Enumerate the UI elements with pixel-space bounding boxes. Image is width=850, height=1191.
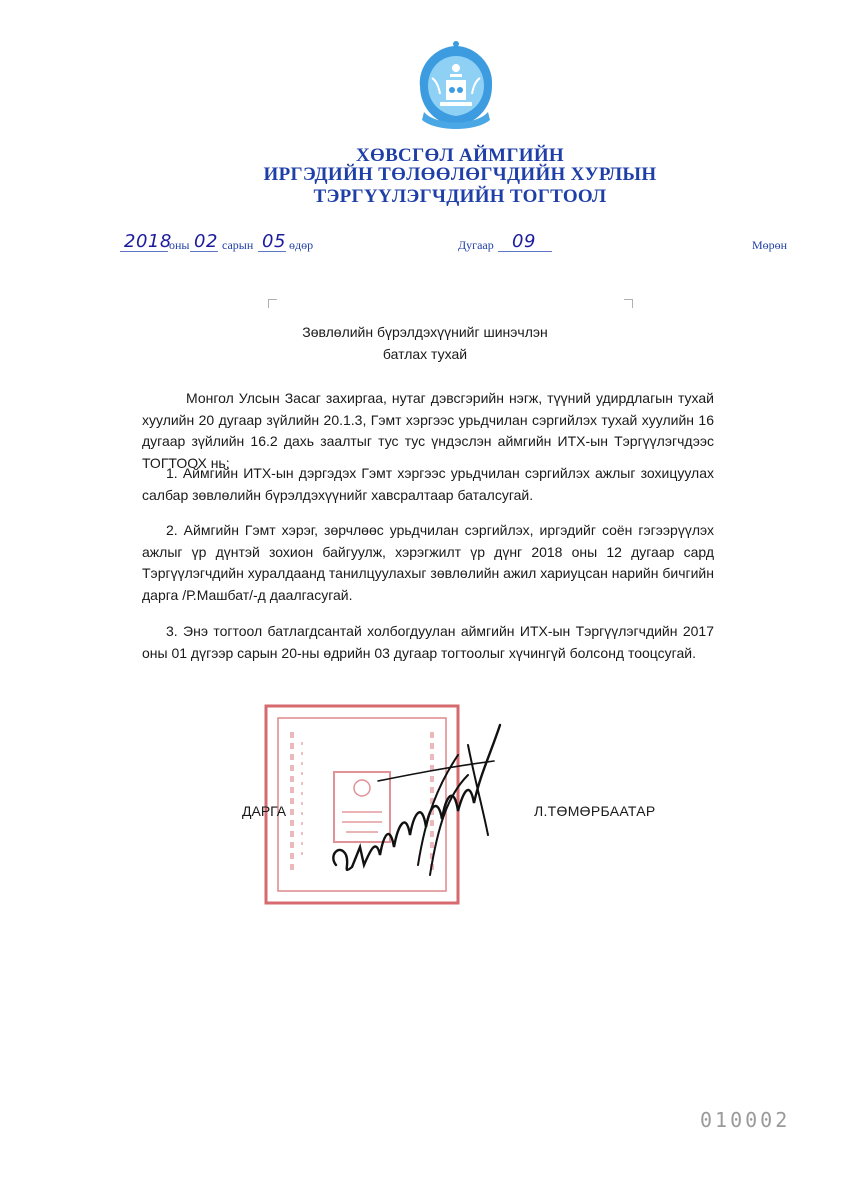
document-type-title: ТЭРГҮҮЛЭГЧДИЙН ТОГТООЛ [313, 186, 607, 207]
resolution-item-2: 2. Аймгийн Гэмт хэрэг, зөрчлөөс урьдчилан сэргийлэх, иргэдийг соён гэгээрүүлэх ажлыг үр дүнтэй зохион байгуулж, хэрэгжилт үр дүнг 2018 оны 12 дугаар сард Тэргүүлэгчдийн хуралдаанд танилцуулахыг зөвлөлийн ажил хариуцсан нарийн бичгийн дарга /Р.Машбат/-д даалгасугай. [142, 522, 714, 603]
number-label: Дугаар [458, 238, 494, 252]
document-subject [0, 321, 850, 365]
date-day: 05 [262, 231, 286, 252]
state-emblem-icon [410, 38, 502, 134]
document-serial-number: 010002 [700, 1108, 791, 1132]
date-number-row [0, 233, 850, 259]
place-name: Мөрөн [752, 238, 788, 252]
date-month-suffix: сарын [222, 238, 254, 252]
date-year-suffix: оны [169, 238, 190, 252]
preamble-paragraph: Монгол Улсын Засаг захиргаа, нутаг дэвсгэрийн нэгж, түүний удирдлагын тухай хуулийн 20 дугаар зүйлийн 20.1.3, Гэмт хэргээс урьдчилан сэргийлэх тухай хуулийн 16 дугаар зүйлийн 16.2 дахь заалтыг тус тус үндэслэн аймгийн ИТХ-ын Тэргүүлэгчдээс ТОГТООХ нь: [142, 390, 714, 471]
document-number: 09 [512, 231, 536, 252]
subject-line-2: батлах тухай [382, 346, 468, 362]
resolution-item-3: 3. Энэ тогтоол батлагдсантай холбогдуулан аймгийн ИТХ-ын Тэргүүлэгчдийн 2017 оны 01 дүгээр сарын 20-ны өдрийн 03 дугаар тогтоолыг хүчингүй болсонд тооцсугай. [142, 623, 714, 661]
date-day-suffix: өдөр [289, 238, 314, 252]
resolution-item-1: 1. Аймгийн ИТХ-ын дэргэдэх Гэмт хэргээс урьдчилан сэргийлэх ажлыг зохицуулах салбар зөвлөлийн бүрэлдэхүүнийг хавсралтаар баталсугай. [142, 465, 714, 503]
date-year: 2018 [124, 231, 172, 252]
issuer-line-1: ХӨВСГӨЛ АЙМГИЙН [355, 145, 565, 166]
signatory-title: ДАРГА [242, 803, 287, 819]
subject-corner-right [624, 299, 633, 308]
handwritten-signature-icon [318, 715, 518, 895]
issuer-line-2: ИРГЭДИЙН ТӨЛӨӨЛӨГЧДИЙН ХУРЛЫН [263, 164, 657, 185]
subject-corner-left [268, 299, 277, 308]
date-month: 02 [194, 231, 218, 252]
signatory-name: Л.ТӨМӨРБААТАР [534, 803, 656, 819]
subject-line-1: Зөвлөлийн бүрэлдэхүүнийг шинэчлэн [302, 324, 548, 340]
